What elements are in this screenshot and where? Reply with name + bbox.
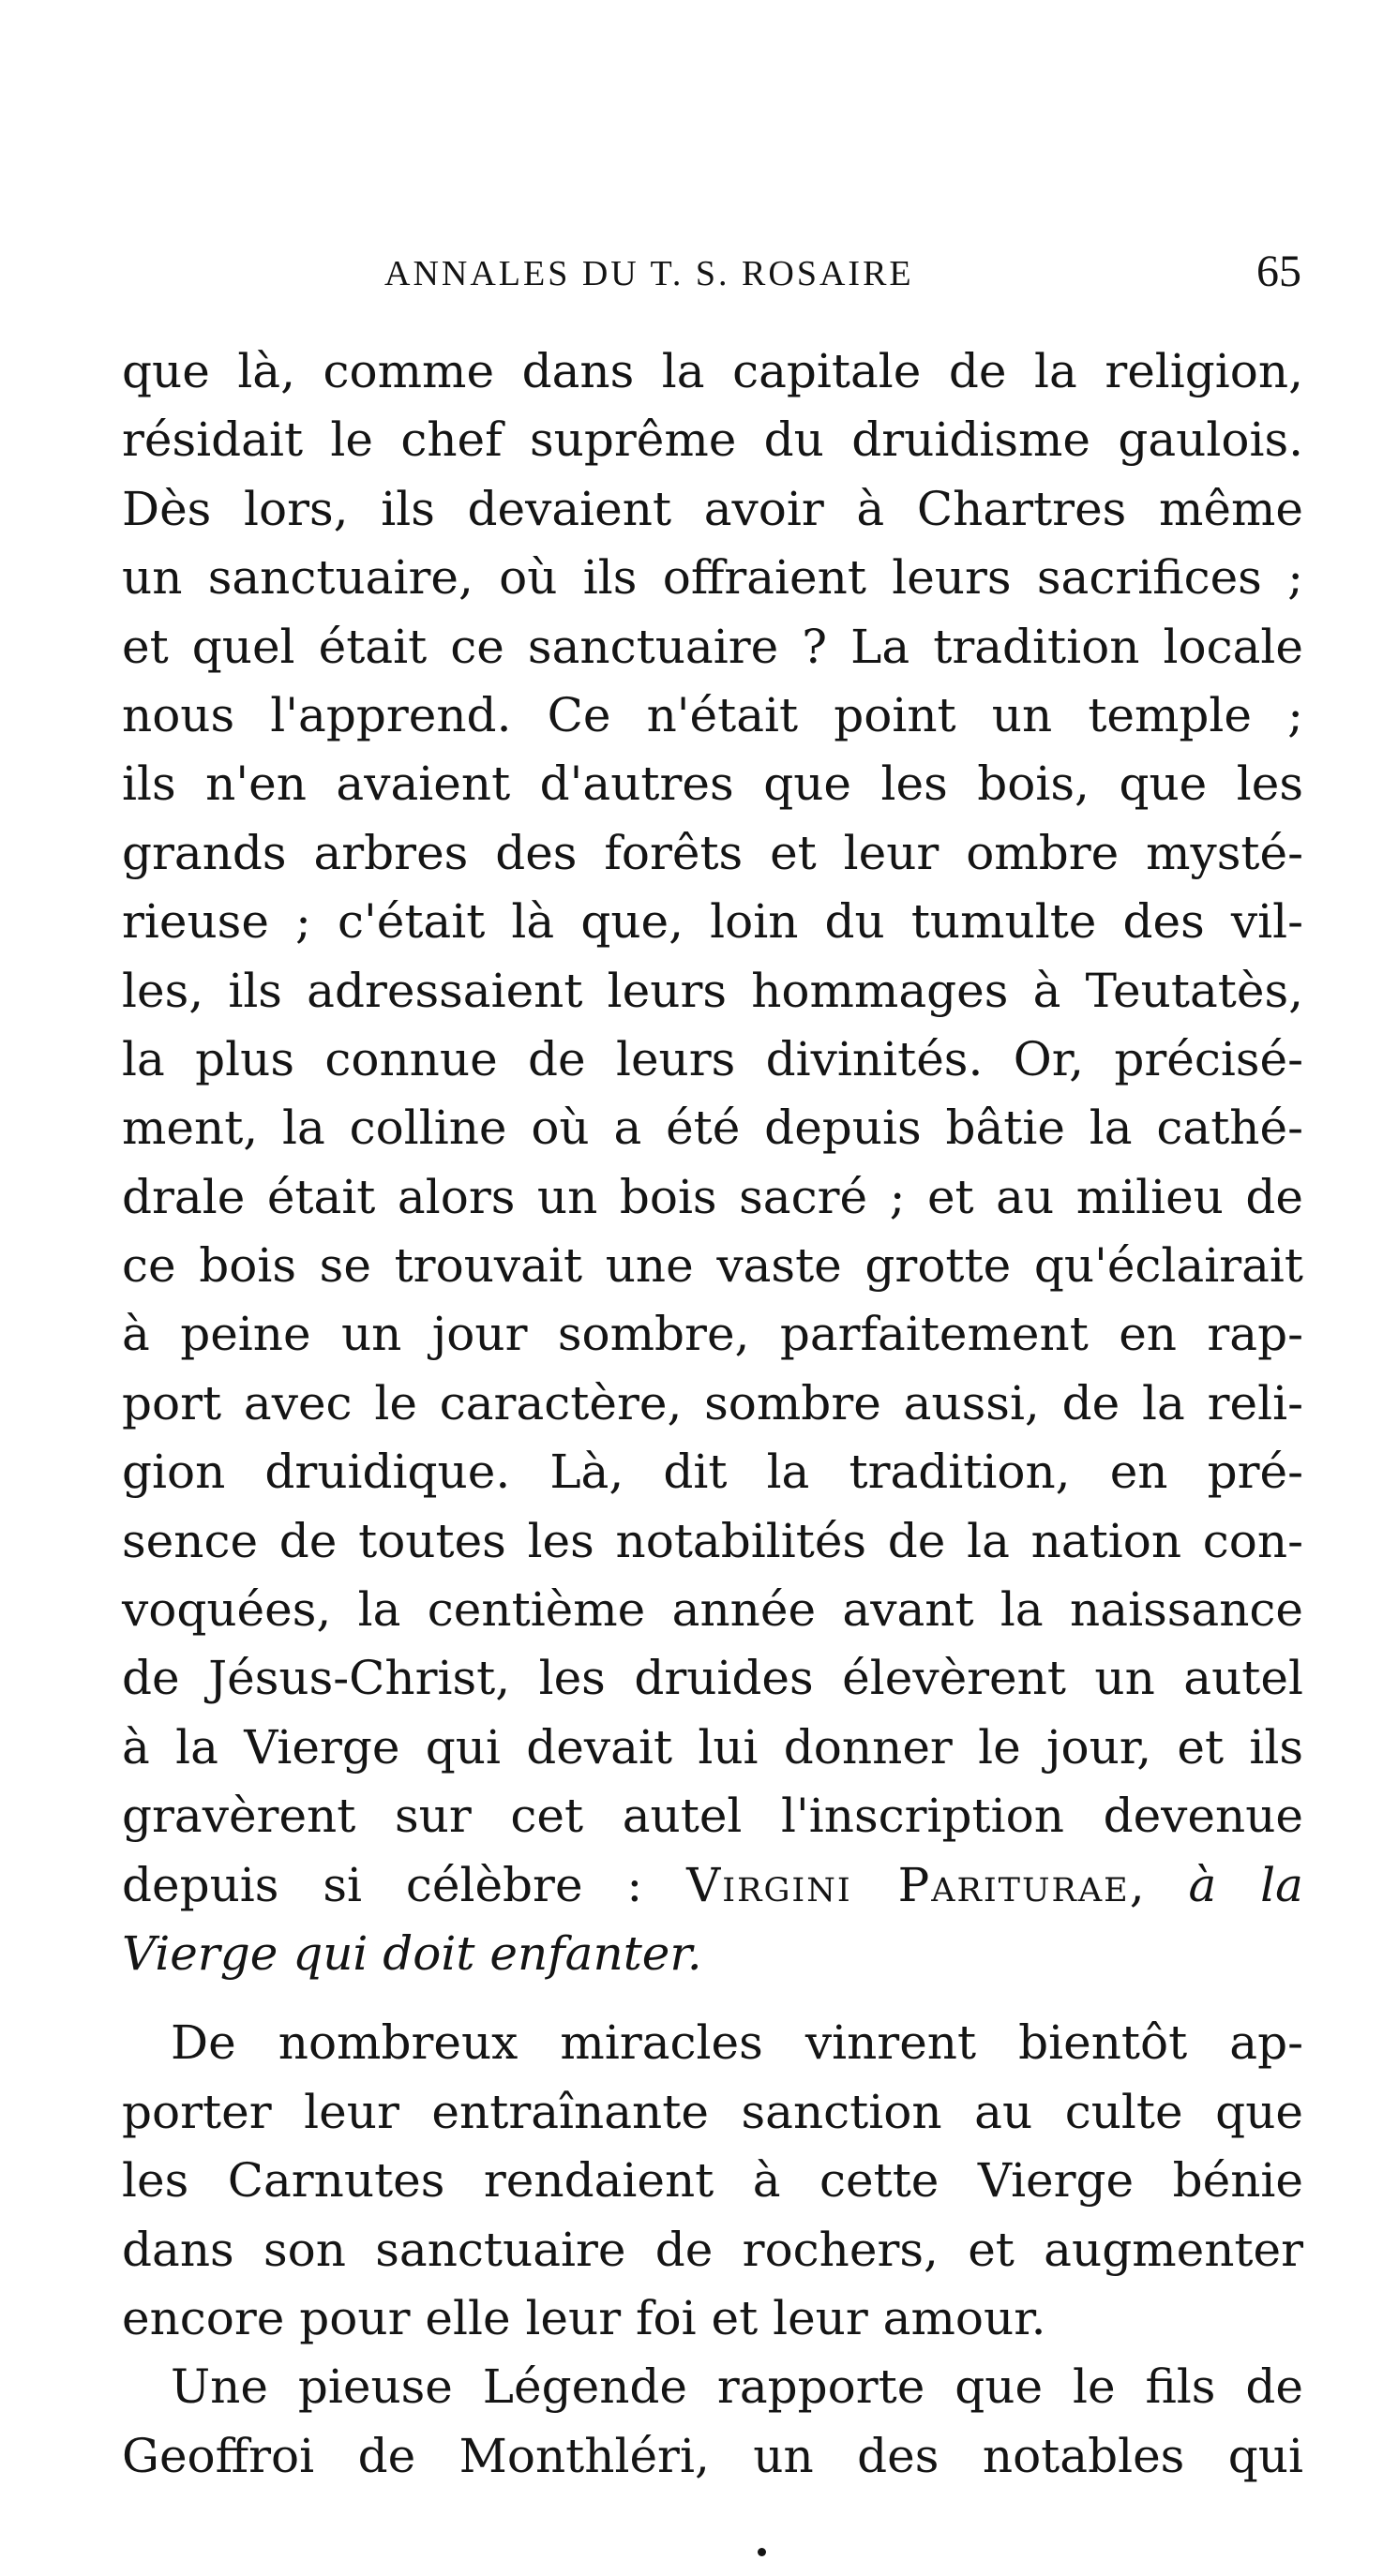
text-line: De nombreux miracles vinrent bientôt ap-: [171, 2015, 1303, 2071]
text-line: nous l'apprend. Ce n'était point un temple ;: [122, 687, 1303, 742]
text-line: à peine un jour sombre, parfaitement en rap-: [122, 1307, 1303, 1362]
translation-end: Vierge qui doit enfanter: [122, 1925, 687, 1981]
text-line: à la Vierge qui devait lui donner le jour, et ils: [122, 1719, 1303, 1775]
text-line: que là, comme dans la capitale de la religion,: [122, 344, 1303, 398]
body-text: [122, 337, 1303, 2491]
text-line: rieuse ; c'était là que, loin du tumulte des vil-: [122, 894, 1303, 950]
page-number: 65: [1256, 247, 1301, 296]
text-line: sence de toutes les notabilités de la nation con-: [122, 1513, 1303, 1568]
text-line: la plus connue de leurs divinités. Or, précisé-: [122, 1031, 1303, 1086]
paragraph-miracles: [122, 2009, 1303, 2353]
text-line-translation: [122, 1920, 1303, 1988]
text-line: dans son sanctuaire de rochers, et augmenter: [122, 2222, 1303, 2277]
text-line: de Jésus-Christ, les druides élevèrent un autel: [122, 1651, 1303, 1706]
text-line: résidait le chef suprême du druidisme gaulois.: [122, 412, 1303, 468]
text-line: les Carnutes rendaient à cette Vierge bénie: [122, 2153, 1303, 2209]
running-title: ANNALES DU T. S. ROSAIRE: [384, 254, 914, 293]
text-line-inscription: [122, 1851, 1303, 1920]
text-line: gion druidique. Là, dit la tradition, en pré-: [122, 1445, 1303, 1500]
text-line: voquées, la centième année avant la naissance: [122, 1582, 1303, 1638]
punctuation: .: [686, 1925, 702, 1981]
text-line: ce bois se trouvait une vaste grotte qu'éclairait: [122, 1238, 1303, 1294]
text-line: porter leur entraînante sanction au culte que: [122, 2084, 1303, 2139]
print-mark-dot: [758, 2548, 766, 2556]
text-segment: depuis si célèbre :: [122, 1857, 687, 1912]
paragraph-legend: [122, 2353, 1303, 2491]
text-line: port avec le caractère, sombre aussi, de la reli-: [122, 1375, 1303, 1430]
text-line: ils n'en avaient d'autres que les bois, que les: [122, 756, 1303, 812]
text-line: encore pour elle leur foi et leur amour.: [122, 2290, 1046, 2345]
text-line: grands arbres des forêts et leur ombre mysté-: [122, 825, 1303, 880]
paragraph-druids-sanctuary: [122, 337, 1303, 1988]
inscription-latin: Virgini Pariturae: [686, 1857, 1130, 1912]
text-line: un sanctuaire, où ils offraient leurs sacrifices ;: [122, 550, 1303, 606]
punctuation: ,: [1129, 1857, 1189, 1912]
text-line: Geoffroi de Monthléri, un des notables qui: [122, 2428, 1303, 2483]
paragraph-gap: [122, 1988, 1303, 2009]
text-line: les, ils adressaient leurs hommages à Teutatès,: [122, 963, 1303, 1018]
text-line: Dès lors, ils devaient avoir à Chartres même: [122, 481, 1303, 536]
translation-start: à la: [1188, 1857, 1303, 1912]
text-line: gravèrent sur cet autel l'inscription devenue: [122, 1789, 1303, 1844]
text-line: ment, la colline où a été depuis bâtie la cathé-: [122, 1101, 1303, 1156]
text-line: Une pieuse Légende rapporte que le fils de: [171, 2359, 1303, 2415]
text-line: et quel était ce sanctuaire ? La tradition locale: [122, 619, 1303, 674]
text-line: drale était alors un bois sacré ; et au milieu de: [122, 1169, 1303, 1224]
